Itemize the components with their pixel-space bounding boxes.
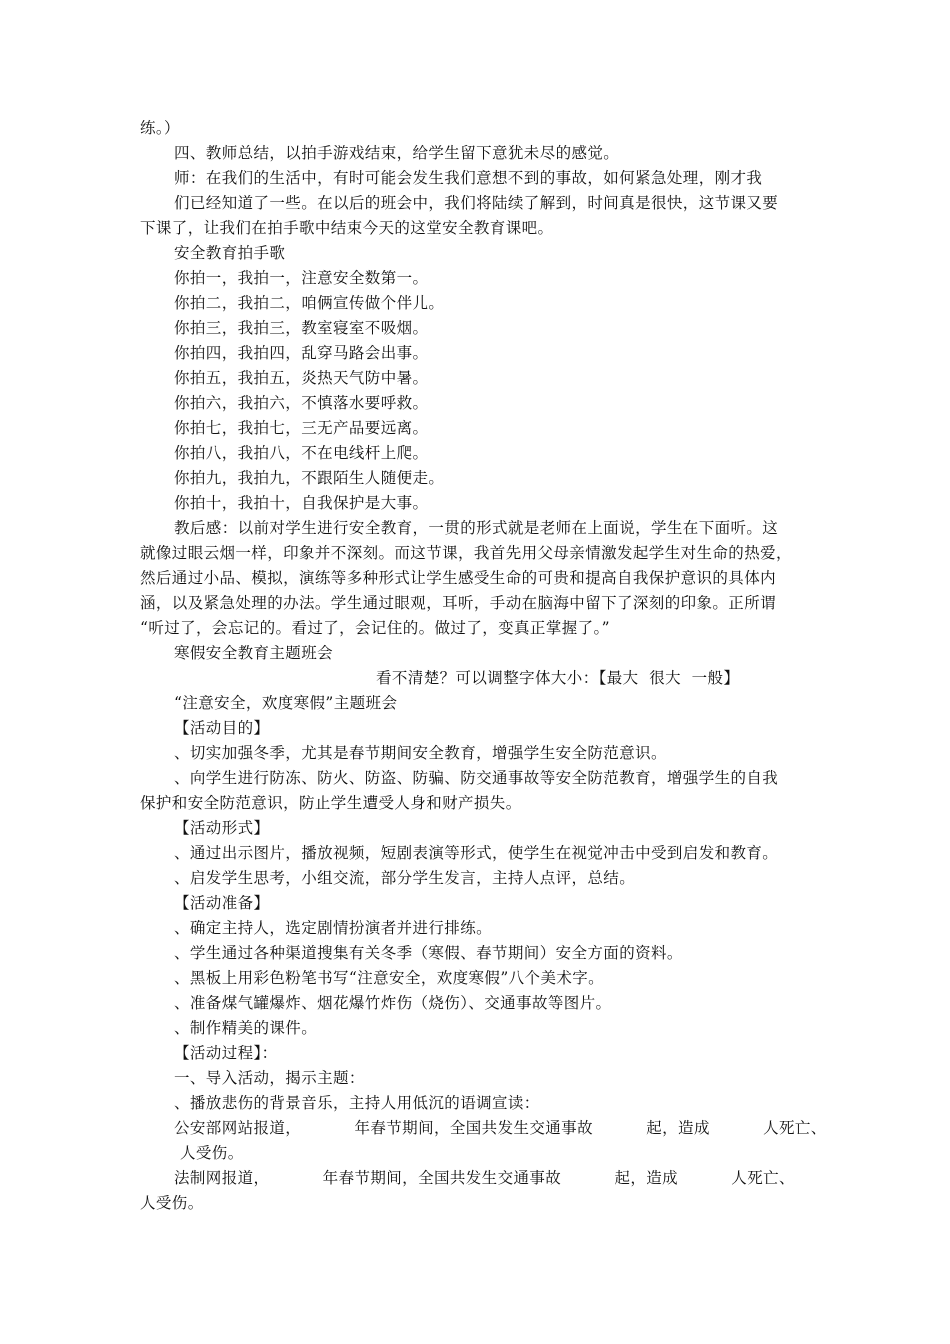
text-line: 、通过出示图片，播放视频，短剧表演等形式，使学生在视觉冲击中受到启发和教育。 bbox=[174, 844, 779, 862]
text-line: 、学生通过各种渠道搜集有关冬季（寒假、春节期间）安全方面的资料。 bbox=[174, 944, 683, 962]
text-line: 、准备煤气罐爆炸、烟花爆竹炸伤（烧伤）、交通事故等图片。 bbox=[174, 994, 612, 1012]
text-line: 、播放悲伤的背景音乐，主持人用低沉的语调宣读： bbox=[174, 1094, 540, 1112]
text-line: 公安部网站报道， 年春节期间，全国共发生交通事故 起，造成 人死亡、 bbox=[174, 1119, 827, 1137]
text-line: 、启发学生思考，小组交流，部分学生发言，主持人点评，总结。 bbox=[174, 869, 636, 887]
text-line: 然后通过小品、模拟，演练等多种形式让学生感受生命的可贵和提高自我保护意识的具体内 bbox=[140, 569, 777, 587]
text-line: 下课了，让我们在拍手歌中结束今天的这堂安全教育课吧。 bbox=[140, 219, 554, 237]
text-line: 你拍十，我拍十，自我保护是大事。 bbox=[174, 494, 429, 512]
section-title: “注意安全，欢度寒假”主题班会 bbox=[174, 694, 398, 712]
text-line: 、制作精美的课件。 bbox=[174, 1019, 318, 1037]
text-line: 你拍九，我拍九，不跟陌生人随便走。 bbox=[174, 469, 445, 487]
text-line: 四、教师总结，以拍手游戏结束，给学生留下意犹未尽的感觉。 bbox=[174, 144, 620, 162]
text-line: 你拍五，我拍五，炎热天气防中暑。 bbox=[174, 369, 429, 387]
text-line: 你拍七，我拍七，三无产品要远离。 bbox=[174, 419, 429, 437]
text-line: 们已经知道了一些。在以后的班会中，我们将陆续了解到，时间真是很快，这节课又要 bbox=[174, 194, 779, 212]
text-line: 人受伤。 bbox=[140, 1194, 204, 1212]
text-line: 你拍二，我拍二，咱俩宣传做个伴儿。 bbox=[174, 294, 445, 312]
text-line: 、向学生进行防冻、防火、防盗、防骗、防交通事故等安全防范教育，增强学生的自我 bbox=[174, 769, 779, 787]
text-line: 教后感：以前对学生进行安全教育，一贯的形式就是老师在上面说，学生在下面听。这 bbox=[174, 519, 779, 537]
text-line: “听过了，会忘记的。看过了，会记住的。做过了，变真正掌握了。” bbox=[140, 619, 611, 637]
text-line: 你拍一，我拍一，注意安全数第一。 bbox=[174, 269, 429, 287]
text-line: 【活动目的】 bbox=[174, 719, 270, 737]
text-line: 涵，以及紧急处理的办法。学生通过眼观，耳听，手动在脑海中留下了深刻的印象。正所谓 bbox=[140, 594, 777, 612]
text-line: 、黑板上用彩色粉笔书写“注意安全，欢度寒假”八个美术字。 bbox=[174, 969, 605, 987]
text-line: 【活动过程】： bbox=[174, 1044, 278, 1062]
text-line: 保护和安全防范意识，防止学生遭受人身和财产损失。 bbox=[140, 794, 522, 812]
text-line: 法制网报道， 年春节期间，全国共发生交通事故 起，造成 人死亡、 bbox=[174, 1169, 795, 1187]
section-heading: 安全教育拍手歌 bbox=[174, 244, 286, 262]
text-line: 人受伤。 bbox=[180, 1144, 244, 1162]
font-size-note[interactable]: 看不清楚？可以调整字体大小：【最大 很大 一般】 bbox=[376, 669, 740, 687]
text-line: 你拍三，我拍三，教室寝室不吸烟。 bbox=[174, 319, 429, 337]
text-line: 就像过眼云烟一样，印象并不深刻。而这节课，我首先用父母亲情激发起学生对生命的热爱， bbox=[140, 544, 792, 562]
text-line: 【活动形式】 bbox=[174, 819, 270, 837]
text-line: 、确定主持人，选定剧情扮演者并进行排练。 bbox=[174, 919, 493, 937]
text-line: 【活动准备】 bbox=[174, 894, 270, 912]
text-line: 师：在我们的生活中，有时可能会发生我们意想不到的事故，如何紧急处理，刚才我 bbox=[174, 169, 763, 187]
text-line: 你拍六，我拍六，不慎落水要呼救。 bbox=[174, 394, 429, 412]
text-line: 一、导入活动，揭示主题： bbox=[174, 1069, 365, 1087]
text-line: 练。） bbox=[140, 119, 180, 137]
text-line: 你拍四，我拍四，乱穿马路会出事。 bbox=[174, 344, 429, 362]
text-line: 、切实加强冬季，尤其是春节期间安全教育，增强学生安全防范意识。 bbox=[174, 744, 667, 762]
section-heading: 寒假安全教育主题班会 bbox=[174, 644, 334, 662]
text-line: 你拍八，我拍八，不在电线杆上爬。 bbox=[174, 444, 429, 462]
